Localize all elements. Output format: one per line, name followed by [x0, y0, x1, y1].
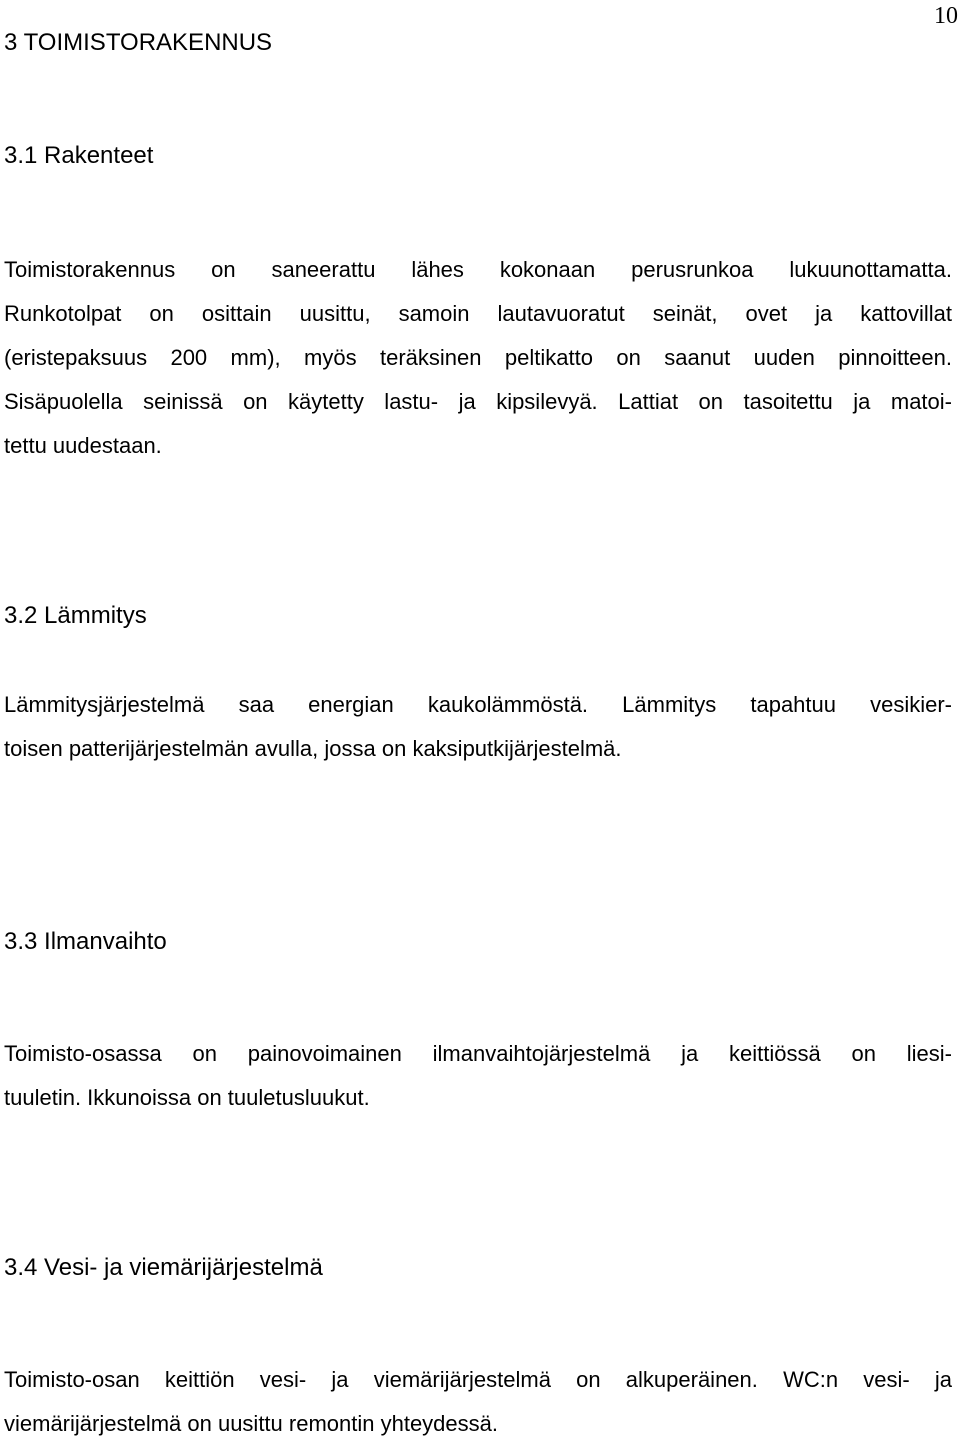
section-heading-3-3: 3.3 Ilmanvaihto: [4, 928, 167, 955]
section-body-3-2: [4, 683, 952, 771]
section-heading-3-2: 3.2 Lämmitys: [4, 602, 147, 629]
page-number: 10: [934, 3, 958, 29]
body-line: toisen patterijärjestelmän avulla, jossa on kaksiputkijärjestelmä.: [4, 736, 622, 761]
section-body-3-1: [4, 248, 952, 468]
body-line: Toimisto-osassa on painovoimainen ilmanvaihtojärjestelmä ja keittiössä on liesi-: [4, 1041, 952, 1066]
chapter-title: 3 TOIMISTORAKENNUS: [4, 29, 273, 56]
body-line: tettu uudestaan.: [4, 433, 162, 458]
section-heading-3-4: 3.4 Vesi- ja viemärijärjestelmä: [4, 1254, 323, 1281]
body-line: Toimisto-osan keittiön vesi- ja viemärijärjestelmä on alkuperäinen. WC:n vesi- ja: [4, 1367, 952, 1392]
body-line: Lämmitysjärjestelmä saa energian kaukolämmöstä. Lämmitys tapahtuu vesikier-: [4, 692, 952, 717]
body-line: Runkotolpat on osittain uusittu, samoin lautavuoratut seinät, ovet ja kattovillat: [4, 301, 952, 326]
body-line: (eristepaksuus 200 mm), myös teräksinen peltikatto on saanut uuden pinnoitteen.: [4, 345, 952, 370]
section-body-3-3: [4, 1032, 952, 1120]
body-line: Sisäpuolella seinissä on käytetty lastu- ja kipsilevyä. Lattiat on tasoitettu ja matoi-: [4, 389, 952, 414]
body-line: viemärijärjestelmä on uusittu remontin yhteydessä.: [4, 1411, 499, 1436]
body-line: Toimistorakennus on saneerattu lähes kokonaan perusrunkoa lukuunottamatta.: [4, 257, 952, 282]
section-body-3-4: [4, 1358, 952, 1446]
section-heading-3-1: 3.1 Rakenteet: [4, 142, 154, 169]
body-line: tuuletin. Ikkunoissa on tuuletusluukut.: [4, 1085, 370, 1110]
